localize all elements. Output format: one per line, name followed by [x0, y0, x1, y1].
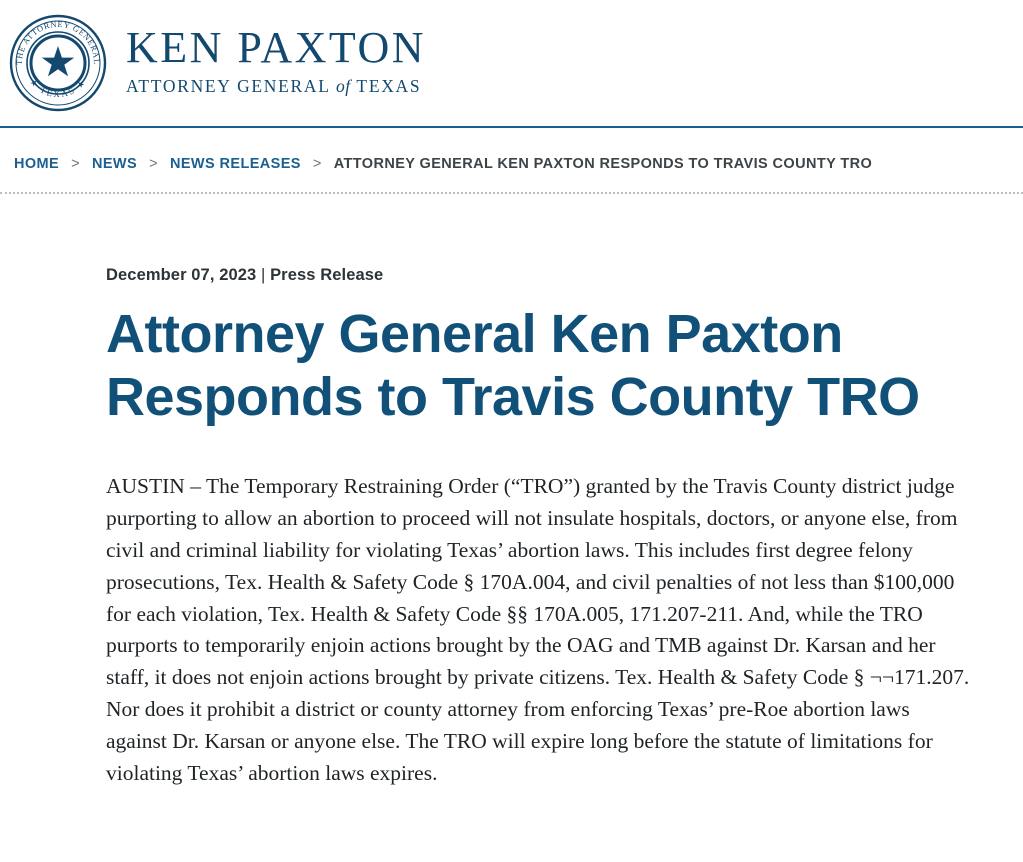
breadcrumb-item-news-releases[interactable]: NEWS RELEASES [169, 156, 301, 172]
article [0, 266, 1023, 789]
wordmark-name: KEN PAXTON [126, 22, 427, 72]
article-meta-separator: | [256, 266, 271, 284]
article-paragraph: AUSTIN – The Temporary Restraining Order (“TRO”) granted by the Travis County district judge purporting to allow an abortion to proceed will not insulate hospitals, doctors, or anyone else, from civil and criminal liability for violating Texas’ abortion laws. This includes first degree felony prosecutions, Tex. Health & Safety Code § 170A.004, and civil penalties of not less than $100,000 for each violation, Tex. Health & Safety Code §§ 170A.005, 171.207-211. And, while the TRO purports to temporarily enjoin actions brought by the OAG and TMB against Dr. Karsan and her staff, it does not enjoin actions brought by private citizens. Tex. Health & Safety Code § ¬¬171.207. Nor does it prohibit a district or county attorney from enforcing Texas’ pre-Roe abortion laws against Dr. Karsan or anyone else. The TRO will expire long before the statute of limitations for violating Texas’ abortion laws expires. [106, 474, 970, 785]
svg-text:★ TEXAS ★: ★ TEXAS ★ [27, 76, 89, 100]
svg-text:THE ATTORNEY GENERAL: THE ATTORNEY GENERAL [14, 19, 102, 65]
breadcrumb-separator: > [149, 156, 158, 172]
wordmark-title-after: TEXAS [350, 76, 422, 97]
breadcrumb-item-news[interactable]: NEWS [91, 156, 138, 172]
wordmark-title-of: of [336, 76, 351, 97]
breadcrumb-item-home[interactable]: HOME [14, 156, 60, 172]
breadcrumb-item-current: ATTORNEY GENERAL KEN PAXTON RESPONDS TO TRAVIS COUNTY TRO [333, 156, 873, 172]
wordmark-title [126, 76, 426, 97]
article-body [106, 471, 973, 789]
breadcrumb [0, 128, 1023, 194]
breadcrumb-separator: > [312, 156, 322, 172]
article-meta [106, 266, 973, 285]
page-title: Attorney General Ken Paxton Responds to Travis County TRO [106, 304, 920, 428]
wordmark-title-before: ATTORNEY GENERAL [126, 76, 337, 97]
breadcrumb-separator: > [71, 156, 80, 172]
site-wordmark[interactable] [126, 22, 427, 101]
site-header [0, 0, 1023, 128]
article-date: December 07, 2023 [106, 266, 257, 284]
article-category: Press Release [270, 266, 384, 284]
texas-attorney-general-seal-icon [8, 13, 108, 113]
